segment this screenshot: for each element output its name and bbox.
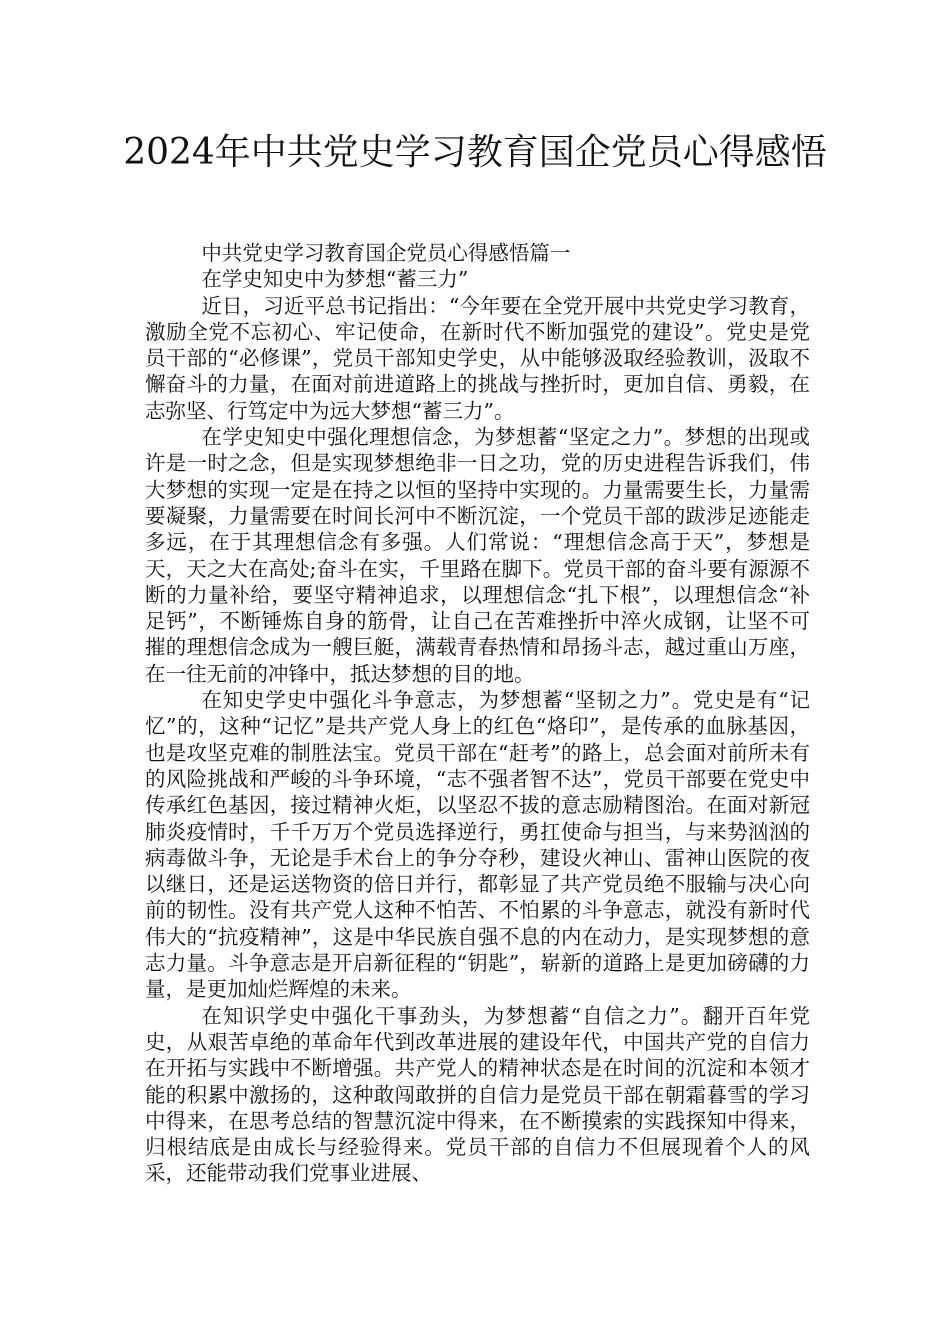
section-heading: 在学史知史中为梦想“蓄三力” bbox=[201, 267, 469, 292]
document-body bbox=[145, 240, 810, 1187]
paragraph: 在知史学史中强化斗争意志，为梦想蓄“坚韧之力”。党史是有“记忆”的，这种“记忆”是共产党人身上的红色“烙印”，是传承的血脉基因，也是攻坚克难的制胜法宝。党员干部在“赶考”的路上，总会面对前所未有的风险挑战和严峻的斗争环境，“志不强者智不达”，党员干部要在党史中传承红色基因，接过精神火炬，以坚忍不拔的意志励精图治。在面对新冠肺炎疫情时，千千万万个党员选择逆行，勇扛使命与担当，与来势汹汹的病毒做斗争，无论是手术台上的争分夺秒，建设火神山、雷神山医院的夜以继日，还是运送物资的倍日并行，都彰显了共产党员绝不服输与决心向前的韧性。没有共产党人这种不怕苦、不怕累的斗争意志，就没有新时代伟大的“抗疫精神”，这是中华民族自强不息的内在动力，是实现梦想的意志力量。斗争意志是开启新征程的“钥匙”，崭新的道路上是更加磅礴的力量，是更加灿烂辉煌的未来。 bbox=[145, 688, 810, 1002]
paragraph: 在学史知史中强化理想信念，为梦想蓄“坚定之力”。梦想的出现或许是一时之念，但是实现梦想绝非一日之功，党的历史进程告诉我们，伟大梦想的实现一定是在持之以恒的坚持中实现的。力量需要生长，力量需要凝聚，力量需要在时间长河中不断沉淀，一个党员干部的跋涉足迹能走多远，在于其理想信念有多强。人们常说：“理想信念高于天”，梦想是天，天之大在高处;奋斗在实，千里路在脚下。党员干部的奋斗要有源源不断的力量补给，要坚守精神追求，以理想信念“扎下根”，以理想信念“补足钙”，不断锤炼自身的筋骨，让自己在苦难挫折中淬火成钢，让坚不可摧的理想信念成为一艘巨艇，满载青春热情和昂扬斗志，越过重山万座，在一往无前的冲锋中，抵达梦想的目的地。 bbox=[145, 425, 810, 686]
paragraph: 近日，习近平总书记指出：“今年要在全党开展中共党史学习教育，激励全党不忘初心、牢记使命，在新时代不断加强党的建设”。党史是党员干部的“必修课”，党员干部知史学史，从中能够汲取经验教训，汲取不懈奋斗的力量，在面对前进道路上的挑战与挫折时，更加自信、勇毅，在志弥坚、行笃定中为远大梦想“蓄三力”。 bbox=[145, 293, 810, 423]
subtitle-line: 中共党史学习教育国企党员心得感悟篇一 bbox=[201, 241, 571, 265]
document-title: 2024年中共党史学习教育国企党员心得感悟 bbox=[123, 132, 827, 173]
paragraph: 在知识学史中强化干事劲头，为梦想蓄“自信之力”。翻开百年党史，从艰苦卓绝的革命年代到改革进展的建设年代，中国共产党的自信力在开拓与实践中不断增强。共产党人的精神状态是在时间的沉淀和本领才能的积累中激扬的，这种敢闯敢拼的自信力是党员干部在朝霜暮雪的学习中得来，在思考总结的智慧沉淀中得来，在不断摸索的实践探知中得来，归根结底是由成长与经验得来。党员干部的自信力不但展现着个人的风采，还能带动我们党事业进展、 bbox=[145, 1003, 810, 1186]
